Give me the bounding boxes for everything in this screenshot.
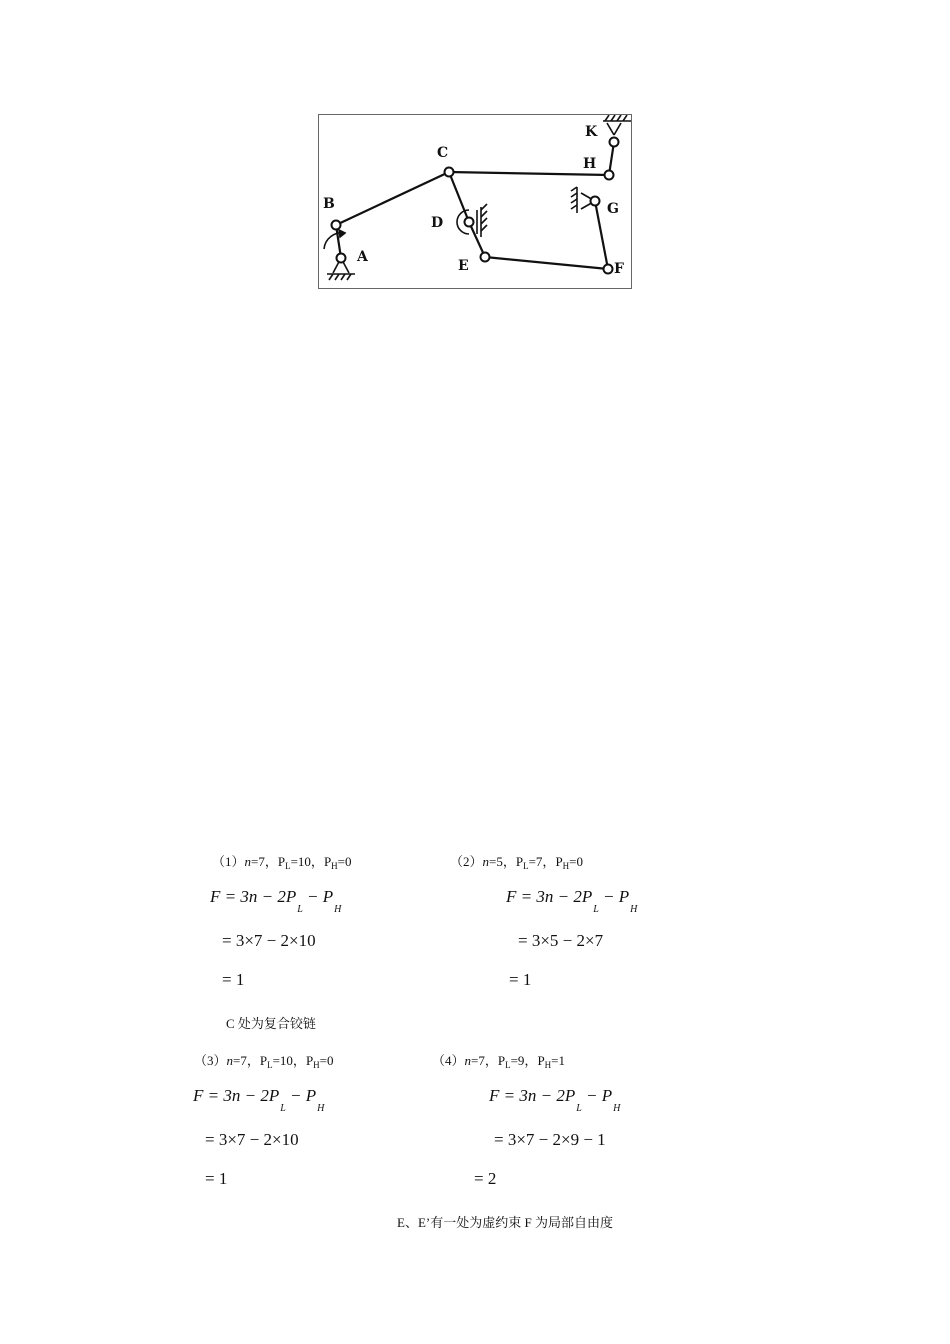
- problem-2-given: （2）n=5，$P_L=7$，$P_H=0$: [450, 854, 584, 871]
- label-a: A: [357, 249, 368, 265]
- joint-d: [465, 218, 474, 227]
- ground-k-icon: [603, 115, 631, 135]
- label-d: D: [431, 215, 444, 231]
- joint-f: [604, 265, 613, 274]
- label-c: C: [437, 145, 449, 161]
- link-ef: [485, 257, 608, 269]
- problem-4-given: （4）n=7，$P_L=9$，$P_H=1$: [432, 1053, 566, 1070]
- joint-k: [610, 138, 619, 147]
- n-var: n: [244, 854, 252, 869]
- problem-2-step2: = 1: [509, 970, 532, 989]
- problem-3-step2: = 1: [205, 1169, 228, 1188]
- problem-2-step1: = 3×5 − 2×7: [518, 931, 604, 950]
- problem-4-step1: = 3×7 − 2×9 − 1: [494, 1130, 606, 1149]
- problem-4-note: E、E’有一处为虚约束 F 为局部自由度: [397, 1215, 613, 1230]
- problem-4-formula: $F = 3n - 2P_L - P_H$: [489, 1086, 621, 1114]
- problem-1-note: C 处为复合铰链: [226, 1016, 316, 1031]
- problem-2-formula: $F = 3n - 2P_L - P_H$: [506, 887, 638, 915]
- label-e: E: [458, 258, 469, 274]
- problem-3-formula: $F = 3n - 2P_L - P_H$: [193, 1086, 325, 1114]
- joint-c: [445, 168, 454, 177]
- problem-3-given: （3）n=7，$P_L=10$，$P_H=0$: [194, 1053, 334, 1070]
- joint-e: [481, 253, 490, 262]
- link-ch: [449, 172, 609, 175]
- problem-number: （1）: [212, 854, 245, 869]
- problem-1-step1: = 3×7 − 2×10: [222, 931, 316, 950]
- linkage-diagram: [319, 115, 633, 290]
- joint-a: [337, 254, 346, 263]
- joint-g: [591, 197, 600, 206]
- label-h: H: [583, 156, 597, 172]
- problem-3-step1: = 3×7 − 2×10: [205, 1130, 299, 1149]
- mechanism-figure: [318, 114, 632, 289]
- label-b: B: [323, 196, 335, 212]
- joint-h: [605, 171, 614, 180]
- label-k: K: [585, 124, 598, 140]
- problem-4-step2: = 2: [474, 1169, 497, 1188]
- problem-1-given: （1）n=7，$P_L=10$，$P_H=0$: [212, 854, 352, 871]
- joint-b: [332, 221, 341, 230]
- label-g: G: [607, 201, 619, 217]
- label-f: F: [614, 261, 624, 277]
- problem-1-step2: = 1: [222, 970, 245, 989]
- problem-1-formula: $F = 3n - 2P_L - P_H$: [210, 887, 342, 915]
